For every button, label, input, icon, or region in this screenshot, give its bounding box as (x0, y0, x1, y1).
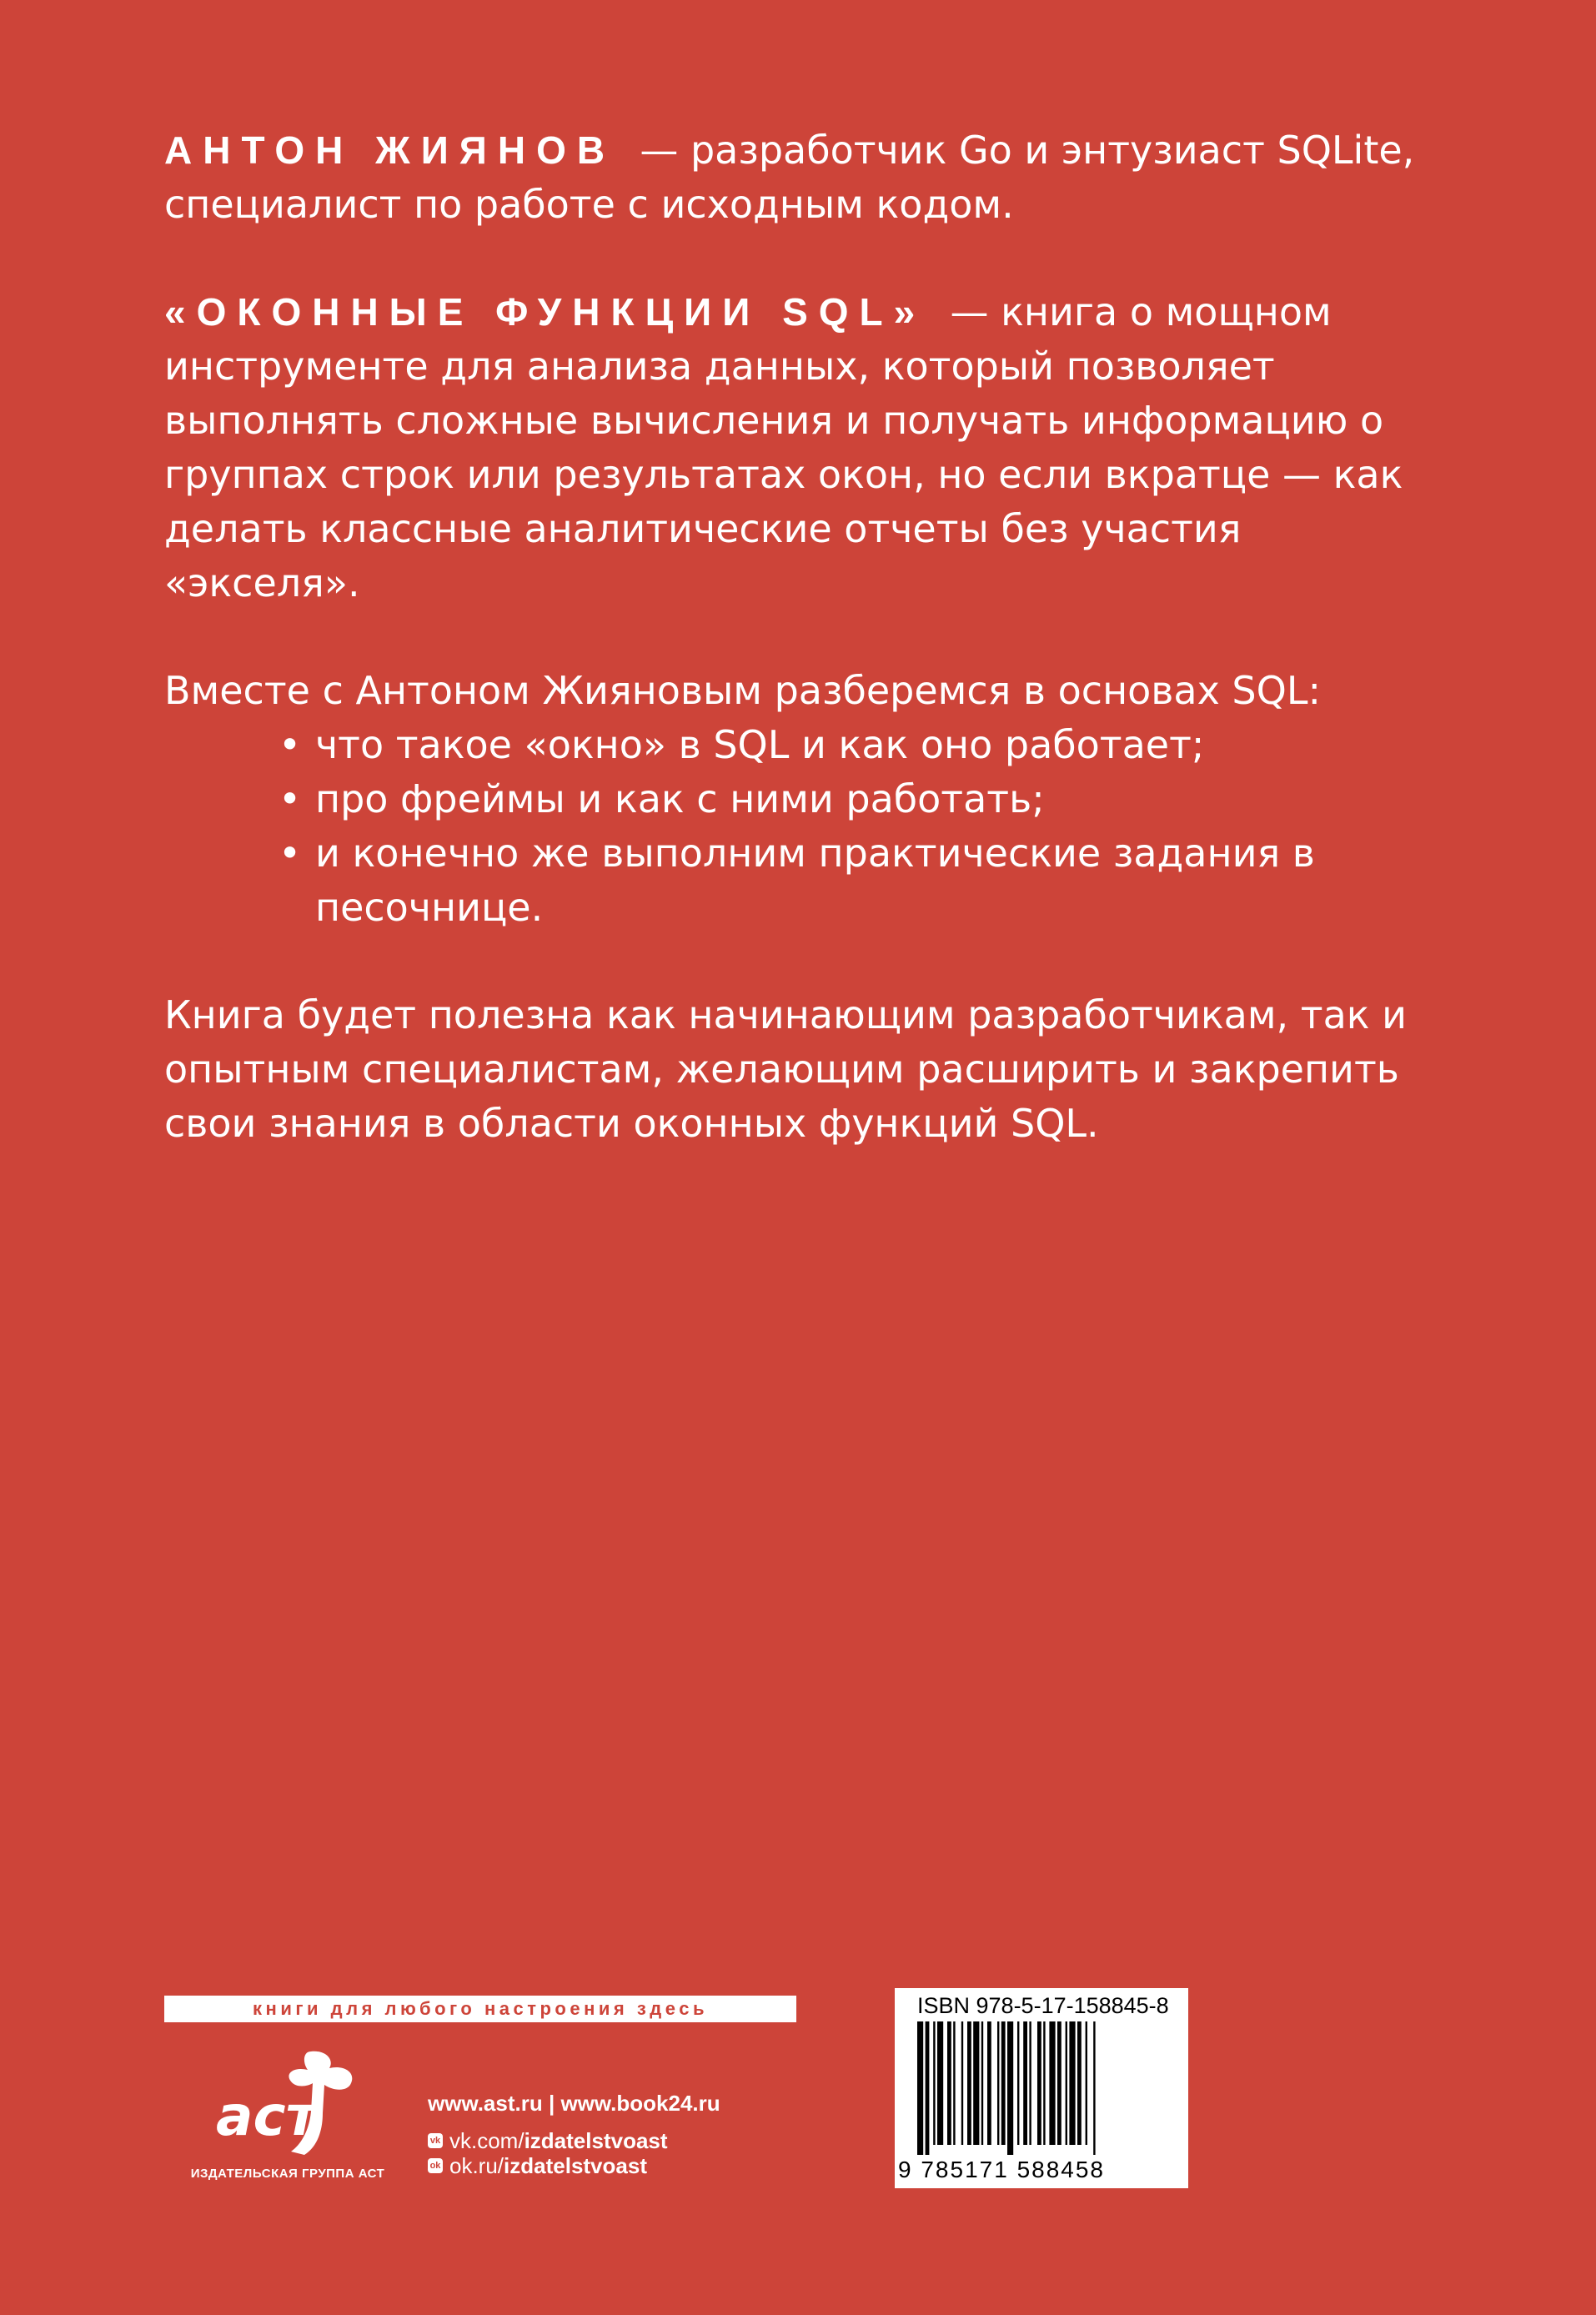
author-bio: — разработчик Go и энтузиаст SQLite, специалист по работе с исходным кодом. (164, 128, 1415, 227)
publisher-logo (188, 2045, 388, 2187)
svg-text:аст: аст (216, 2084, 318, 2148)
publisher-links (428, 2087, 720, 2178)
ast-logo-icon (204, 2045, 371, 2162)
vk-link[interactable]: vk vk.com/ izdatelstvoast (428, 2128, 720, 2153)
barcode-digits: 9 785171 588458 (898, 2157, 1105, 2182)
isbn-barcode-box (895, 1988, 1188, 2188)
closing-paragraph: Книга будет полезна как начинающим разработчикам, так и опытным специалистам, желающим расширить и закрепить свои знания в области оконных функций SQL. (164, 992, 1408, 1146)
topics-list (164, 718, 1440, 935)
author-paragraph (164, 123, 1440, 232)
bullet-icon: • (279, 776, 302, 821)
back-cover-text (164, 123, 1440, 1151)
barcode (917, 2021, 1167, 2155)
list-item: • и конечно же выполним практические задания в песочнице. (275, 826, 1440, 935)
ok-link[interactable]: ok ok.ru/ izdatelstvoast (428, 2153, 720, 2178)
vk-icon: vk (428, 2133, 443, 2148)
publisher-caption: ИЗДАТЕЛЬСКАЯ ГРУППА АСТ (190, 2167, 385, 2181)
bullet-icon: • (279, 831, 302, 876)
isbn-number: ISBN 978-5-17-158845-8 (917, 1993, 1169, 2018)
ok-icon: ok (428, 2158, 443, 2173)
intro-text: Вместе с Антоном Жияновым разберемся в основах SQL: (164, 668, 1321, 713)
book-paragraph (164, 285, 1440, 610)
tagline-bar: книги для любого настроения здесь (164, 1996, 796, 2022)
author-name: АНТОН ЖИЯНОВ (164, 128, 616, 172)
book-description: — книга о мощном инструменте для анализа данных, который позволяет выполнять сложные вычисления и получать информацию о группах строк или результатах окон, но если вкратце — как делать классные аналитические отчеты без участия «экселя». (164, 289, 1403, 605)
list-item: • что такое «окно» в SQL и как оно работает; (275, 718, 1440, 772)
website-links[interactable]: www.ast.ru | www.book24.ru (428, 2091, 720, 2116)
bullet-icon: • (279, 722, 302, 767)
list-item: • про фреймы и как с ними работать; (275, 772, 1440, 826)
book-title: «ОКОННЫЕ ФУНКЦИИ SQL» (164, 290, 926, 334)
